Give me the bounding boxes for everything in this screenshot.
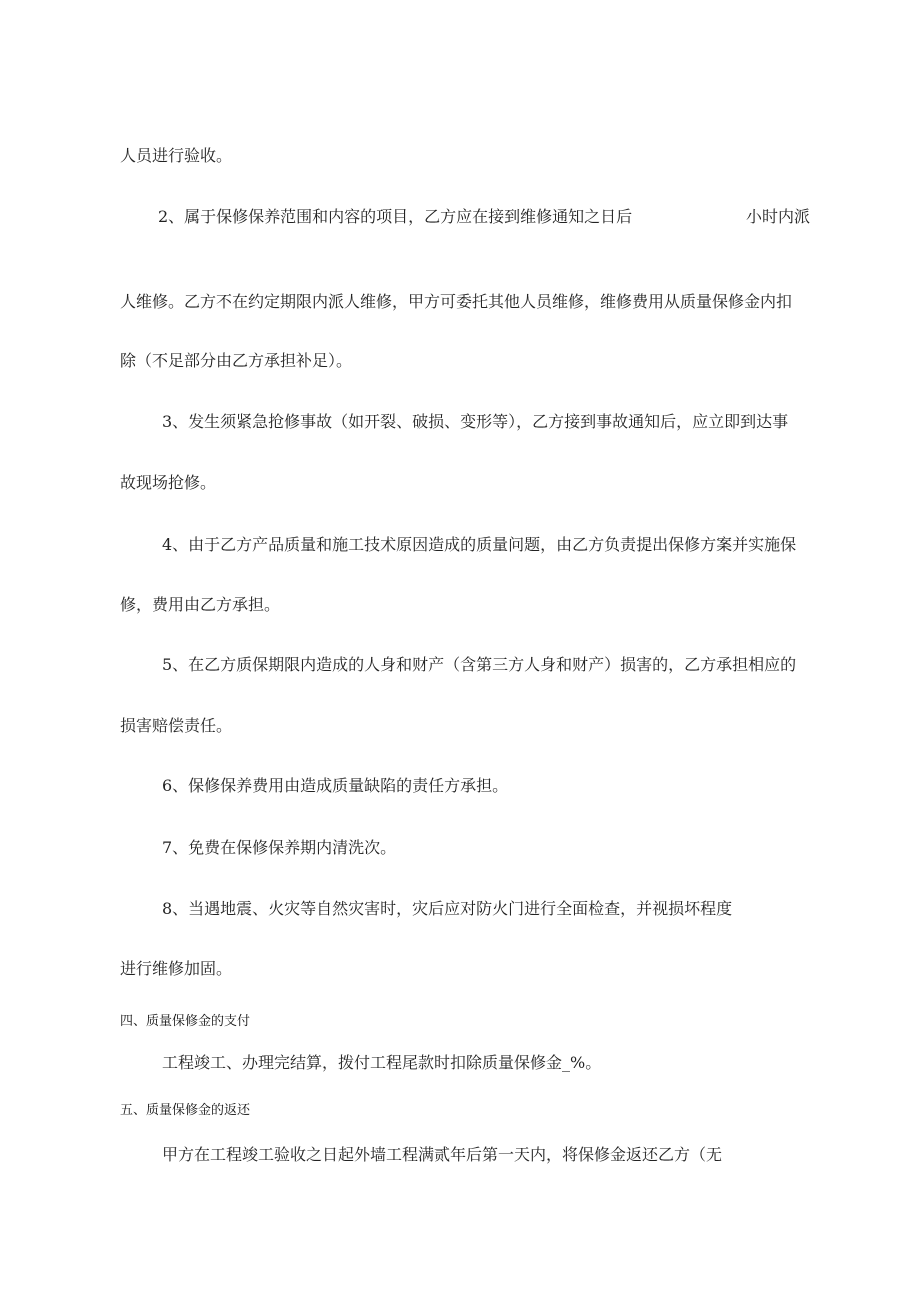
paragraph-line: 故现场抢修。 <box>120 473 217 492</box>
section-5-heading: 五、质量保修金的返还 <box>120 1103 251 1118</box>
paragraph-line: 修，费用由乙方承担。 <box>120 595 281 614</box>
section-4-paragraph: 工程竣工、办理完结算，拨付工程尾款时扣除质量保修金_%。 <box>162 1053 602 1072</box>
clause-8-line: 8、当遇地震、火灾等自然灾害时，灾后应对防火门进行全面检查，并视损坏程度 <box>162 899 733 918</box>
clause-7-line: 7、免费在保修保养期内清洗次。 <box>162 838 397 857</box>
clause-5-line: 5、在乙方质保期限内造成的人身和财产（含第三方人身和财产）损害的，乙方承担相应的 <box>162 655 797 674</box>
paragraph-line: 人维修。乙方不在约定期限内派人维修，甲方可委托其他人员维修，维修费用从质量保修金内扣 <box>120 292 793 311</box>
clause-2-line: 2、属于保修保养范围和内容的项目，乙方应在接到维修通知之日后 <box>158 207 633 226</box>
paragraph-line: 人员进行验收。 <box>120 146 233 165</box>
section-5-paragraph: 甲方在工程竣工验收之日起外墙工程满贰年后第一天内，将保修金返还乙方（无 <box>162 1145 723 1164</box>
section-4-heading: 四、质量保修金的支付 <box>120 1014 251 1029</box>
clause-2-line-end: 小时内派 <box>746 207 811 226</box>
clause-3-line: 3、发生须紧急抢修事故（如开裂、破损、变形等），乙方接到事故通知后，应立即到达事 <box>162 412 789 431</box>
paragraph-line: 除（不足部分由乙方承担补足）。 <box>120 351 353 370</box>
paragraph-line: 进行维修加固。 <box>120 959 233 978</box>
clause-4-line: 4、由于乙方产品质量和施工技术原因造成的质量问题，由乙方负责提出保修方案并实施保 <box>162 535 797 554</box>
clause-6-line: 6、保修保养费用由造成质量缺陷的责任方承担。 <box>162 776 509 795</box>
paragraph-line: 损害赔偿责任。 <box>120 716 233 735</box>
